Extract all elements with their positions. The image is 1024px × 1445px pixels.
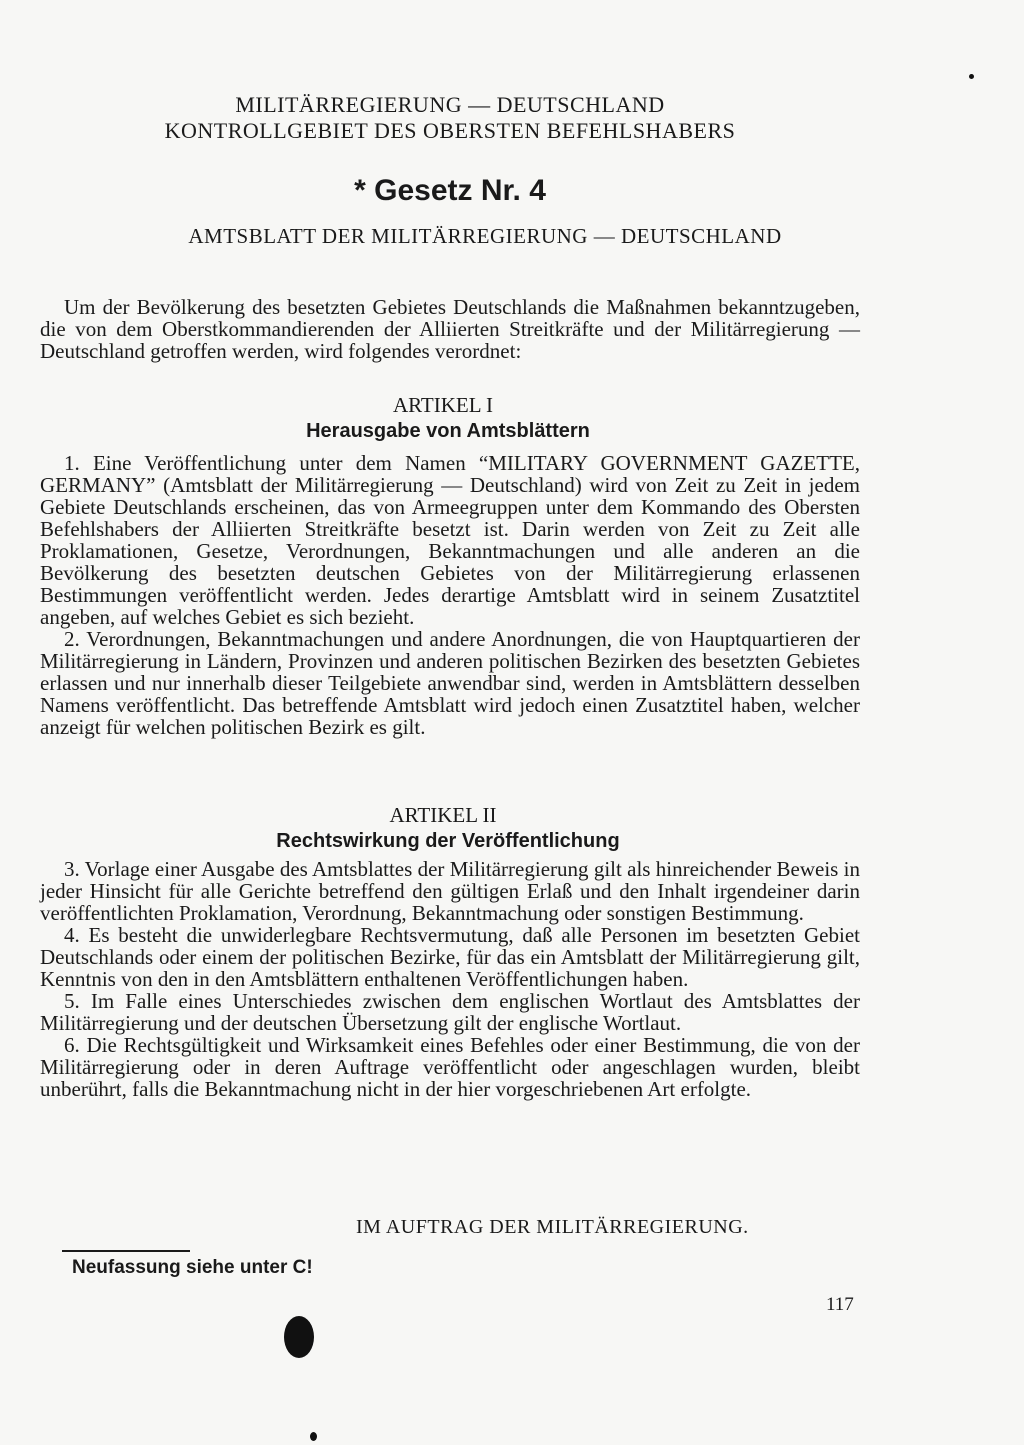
page-number: 117: [826, 1294, 854, 1315]
article-2-heading: ARTIKEL II: [389, 803, 497, 827]
article-1-heading: ARTIKEL I: [392, 393, 494, 417]
footnote-divider: [62, 1250, 190, 1252]
article-1-title: Herausgabe von Amtsblättern: [306, 420, 590, 442]
paragraph-1: 1. Eine Veröffentlichung unter dem Namen “MILITARY GOVERNMENT GAZETTE, GERMANY” (Amtsblatt der Militärregierung — Deutschland) wird von Zeit zu Zeit in jedem Gebiete Deutschlands erscheinen, das von Armeegruppen unter dem Kommando des Obersten Befehlshabers der Alliierten Streitkräfte besetzt ist. Darin werden von Zeit zu Zeit alle Proklamationen, Gesetze, Verordnungen, Bekanntmachungen und alle anderen an die Bevölkerung des besetzten deutschen Gebietes von der Militärregierung erlassenen Bestimmungen veröffentlicht werden. Jedes derartige Amtsblatt wird in seinem Zusatztitel angeben, auf welches Gebiet es sich bezieht.: [40, 451, 860, 629]
preamble: [40, 296, 860, 362]
header-line-1: MILITÄRREGIERUNG — DEUTSCHLAND: [235, 92, 665, 117]
ink-blot-mark: [284, 1316, 314, 1358]
signature-line: IM AUFTRAG DER MILITÄRREGIERUNG.: [356, 1216, 749, 1238]
ink-dot-mark: [969, 74, 974, 79]
article-2-title: Rechtswirkung der Veröffentlichung: [276, 830, 620, 852]
paragraph-5: 5. Im Falle eines Unterschiedes zwischen dem englischen Wortlaut des Amtsblattes der Militärregierung und der deutschen Übersetzung gilt der englische Wortlaut.: [40, 989, 860, 1035]
article-2-body: [40, 858, 860, 1100]
ink-dot-mark: [310, 1432, 317, 1441]
paragraph-2: 2. Verordnungen, Bekanntmachungen und andere Anordnungen, die von Hauptquartieren der Militärregierung in Ländern, Provinzen und anderen politischen Bezirken des besetzten Gebietes erlassen und nur innerhalb dieser Teilgebiete anwendbar sind, werden in Amtsblättern desselben Namens veröffentlicht. Das betreffende Amtsblatt wird jedoch einen Zusatztitel haben, welcher anzeigt für welchen politischen Bezirk es gilt.: [40, 627, 860, 739]
paragraph-3: 3. Vorlage einer Ausgabe des Amtsblattes der Militärregierung gilt als hinreichender Beweis in jeder Hinsicht für alle Gerichte betreffend den gültigen Erlaß und den Inhalt irgendeiner darin veröffentlichten Proklamation, Verordnung, Bekanntmachung oder sonstigen Bestimmung.: [40, 857, 860, 925]
preamble-text: Um der Bevölkerung des besetzten Gebietes Deutschlands die Maßnahmen bekanntzugeben, die von dem Oberstkommandierenden der Alliierten Streitkräfte und der Militärregierung — Deutschland getroffen werden, wird folgendes verordnet:: [40, 295, 860, 363]
paragraph-4: 4. Es besteht die unwiderlegbare Rechtsvermutung, daß alle Personen im besetzten Gebiet Deutschlands oder einem der politischen Bezirke, für das ein Amtsblatt der Militärregierung gilt, Kenntnis von den in den Amtsblättern enthaltenen Veröffentlichungen haben.: [40, 923, 860, 991]
article-1-body: [40, 452, 860, 738]
law-title: * Gesetz Nr. 4: [354, 174, 546, 207]
paragraph-6: 6. Die Rechtsgültigkeit und Wirksamkeit eines Befehles oder einer Bestimmung, die von der Militärregierung oder in deren Auftrage veröffentlicht oder angeschlagen wurden, bleibt unberührt, falls die Bekanntmachung nicht in der hier vorgeschriebenen Art erfolgte.: [40, 1033, 860, 1101]
header-line-2: KONTROLLGEBIET DES OBERSTEN BEFEHLSHABERS: [164, 118, 736, 143]
footnote: Neufassung siehe unter C!: [72, 1257, 313, 1278]
gazette-subtitle: AMTSBLATT DER MILITÄRREGIERUNG — DEUTSCHLAND: [188, 224, 782, 248]
